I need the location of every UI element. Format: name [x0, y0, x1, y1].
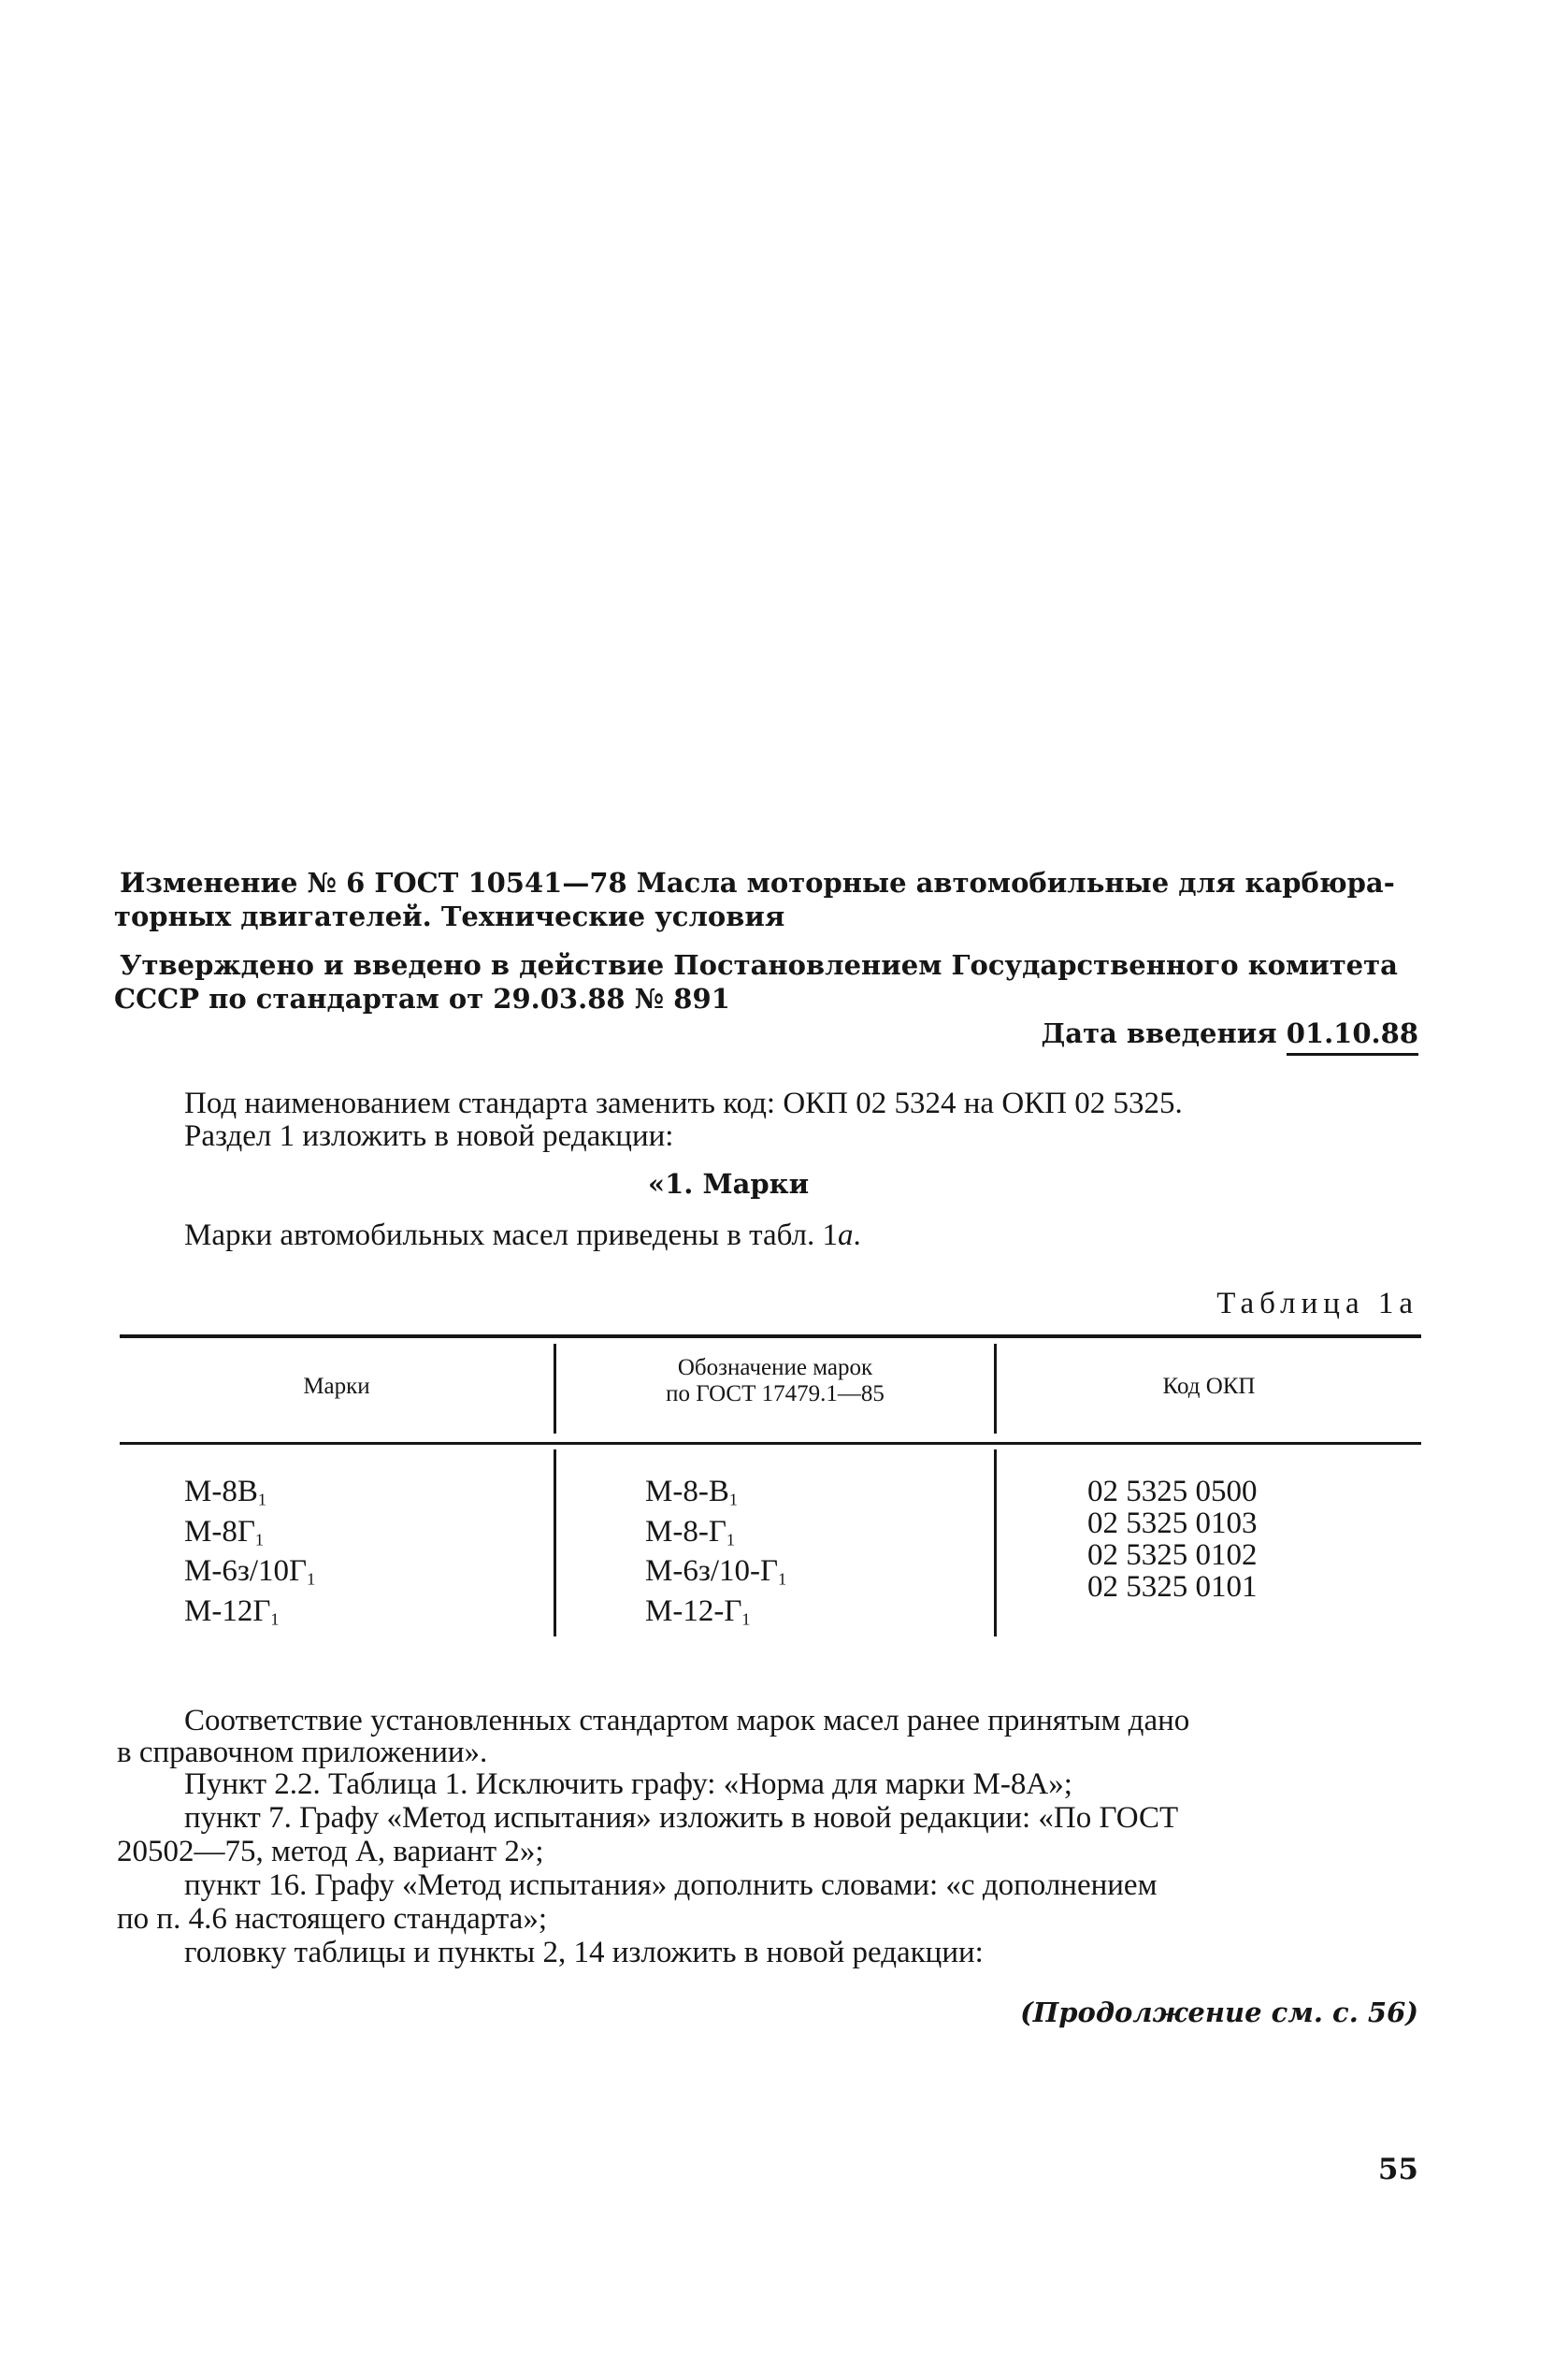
mark-name: М-8В	[184, 1475, 258, 1508]
table-body-divider-2	[994, 1449, 997, 1636]
table-header-designation-line1: Обозначение марок	[677, 1355, 873, 1380]
table-header-designation-line2: по ГОСТ 17479.1—85	[666, 1381, 885, 1406]
table-row	[645, 1476, 786, 1516]
designation-subscript: 1	[728, 1490, 738, 1509]
designation-subscript: 1	[741, 1609, 751, 1629]
paragraph-point-7-line2: 20502—75, метод А, вариант 2»;	[117, 1835, 544, 1868]
table-column-marks	[184, 1476, 315, 1635]
table-header-marks: Марки	[303, 1374, 370, 1399]
continuation-note: (Продолжение см. с. 56)	[1020, 1996, 1418, 2028]
designation-name: М-8-Г	[645, 1514, 726, 1549]
effective-date-value: 01.10.88	[1287, 1017, 1418, 1056]
table-column-designation	[645, 1476, 786, 1635]
table-row	[184, 1476, 315, 1516]
designation-subscript: 1	[726, 1530, 735, 1550]
okp-code: 02 5325 0500	[1087, 1475, 1258, 1508]
paragraph-point-7-line1: пункт 7. Графу «Метод испытания» изложить в новой редакции: «По ГОСТ	[184, 1801, 1179, 1835]
paragraph-point-16-line1: пункт 16. Графу «Метод испытания» дополнить словами: «с дополнением	[184, 1868, 1158, 1902]
paragraph-marks-end: .	[853, 1218, 861, 1252]
table-label: Таблица 1а	[1216, 1287, 1418, 1320]
table-top-rule	[120, 1334, 1421, 1338]
okp-code: 02 5325 0103	[1087, 1506, 1258, 1540]
paragraph-code-change: Под наименованием стандарта заменить код: ОКП 02 5324 на ОКП 02 5325.	[184, 1087, 1183, 1120]
approval-line2: СССР по стандартам от 29.03.88 № 891	[114, 983, 730, 1015]
effective-date-label: Дата введения	[1041, 1017, 1277, 1049]
table-body-divider-1	[554, 1449, 556, 1636]
section-heading: «1. Марки	[648, 1168, 810, 1200]
designation-subscript: 1	[778, 1569, 787, 1589]
designation-name: М-6з/10-Г	[645, 1554, 779, 1589]
effective-date	[1042, 1015, 1419, 1052]
mark-name: М-8Г	[184, 1514, 255, 1549]
table-header-okp-code: Код ОКП	[1162, 1374, 1256, 1399]
table-row	[645, 1595, 786, 1636]
paragraph-section-1: Раздел 1 изложить в новой редакции:	[184, 1119, 674, 1153]
table-row	[184, 1555, 315, 1595]
table-header-designation	[556, 1355, 994, 1407]
mark-subscript: 1	[254, 1530, 264, 1550]
mark-subscript: 1	[307, 1569, 316, 1589]
table-row	[184, 1516, 315, 1556]
page-number: 55	[1377, 2153, 1418, 2186]
paragraph-point-2-2: Пункт 2.2. Таблица 1. Исключить графу: «Норма для марки М-8А»;	[184, 1767, 1072, 1801]
table-header-rule	[120, 1442, 1421, 1445]
amendment-title-line1: Изменение № 6 ГОСТ 10541—78 Масла моторные автомобильные для карбюра-	[120, 867, 1395, 899]
paragraph-table-head: головку таблицы и пункты 2, 14 изложить в новой редакции:	[184, 1936, 984, 1969]
paragraph-point-16-line2: по п. 4.6 настоящего стандарта»;	[117, 1902, 548, 1936]
paragraph-marks	[184, 1218, 861, 1252]
mark-name: М-6з/10Г	[184, 1554, 308, 1589]
paragraph-correspondence-line1: Соответствие установленных стандартом марок масел ранее принятым дано	[184, 1704, 1190, 1737]
okp-code: 02 5325 0101	[1087, 1570, 1258, 1604]
table-column-okp-code	[1087, 1476, 1258, 1603]
paragraph-marks-text: Марки автомобильных масел приведены в табл. 1	[184, 1218, 839, 1252]
designation-name: М-12-Г	[645, 1593, 742, 1628]
mark-name: М-12Г	[184, 1593, 271, 1628]
mark-subscript: 1	[270, 1609, 280, 1629]
table-row	[645, 1516, 786, 1556]
table-row	[184, 1595, 315, 1636]
amendment-title-line2: торных двигателей. Технические условия	[114, 901, 785, 932]
designation-name: М-8-В	[645, 1475, 729, 1508]
paragraph-correspondence-line2: в справочном приложении».	[117, 1736, 488, 1769]
approval-line1: Утверждено и введено в действие Постановлением Государственного комитета	[120, 949, 1398, 981]
table-row	[645, 1555, 786, 1595]
okp-code: 02 5325 0102	[1087, 1538, 1258, 1572]
paragraph-marks-italic: а	[838, 1218, 854, 1252]
mark-subscript: 1	[257, 1490, 266, 1509]
